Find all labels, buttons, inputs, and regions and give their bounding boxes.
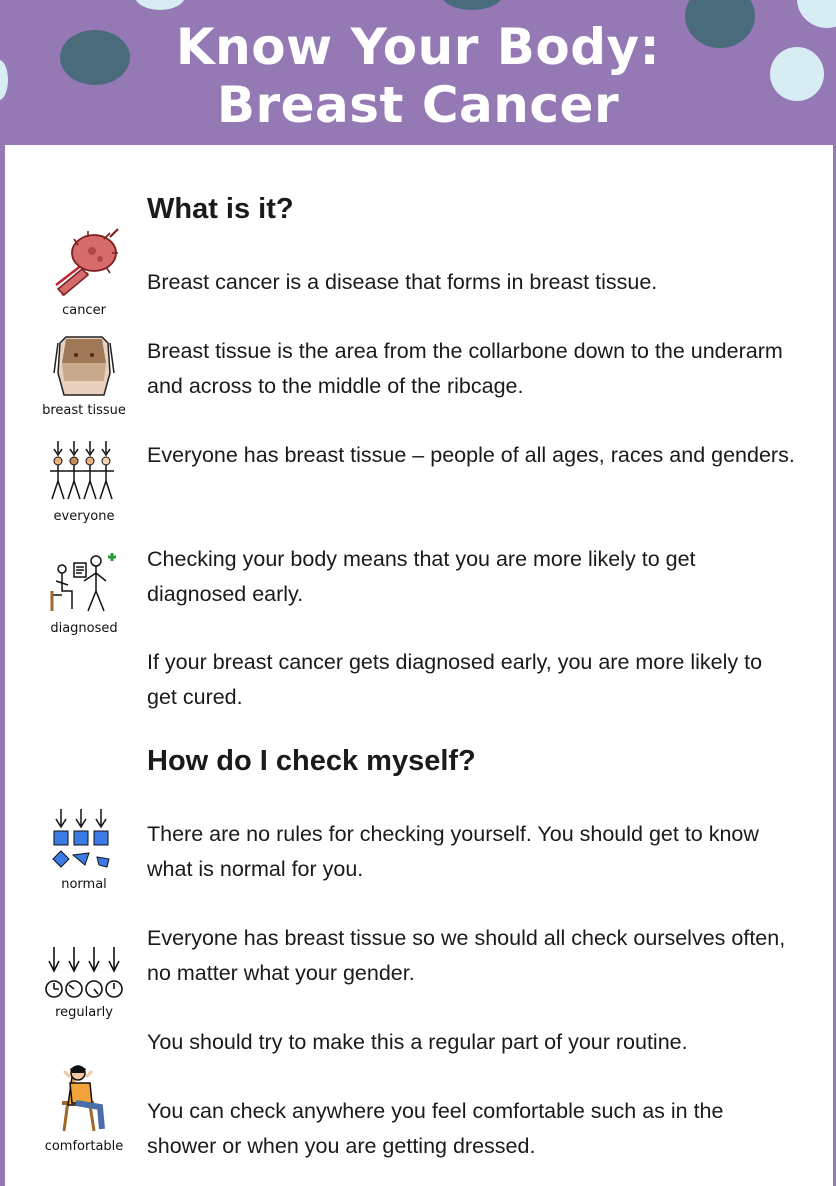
paragraph: You should try to make this a regular part of your routine. [147,1030,688,1054]
symbol-breast-tissue [25,333,143,418]
decorative-dot [441,0,503,10]
paragraph: Breast cancer is a disease that forms in breast tissue. [147,270,658,294]
comfortable-icon [54,1065,114,1135]
symbol-regularly [25,945,143,1020]
content-panel [5,145,833,1186]
symbol-label: diagnosed [50,621,118,636]
paragraph: There are no rules for checking yourself. You should get to know what is normal for you. [147,822,759,881]
paragraph: Breast tissue is the area from the collarbone down to the underarm and across to the middle of the ribcage. [147,339,783,398]
symbol-normal [25,807,143,892]
normal-icon [51,807,117,873]
cancer-icon [48,225,120,299]
paragraph: Checking your body means that you are more likely to get diagnosed early. [147,547,696,606]
symbol-label: comfortable [44,1139,124,1154]
section-heading-how-do-i-check: How do I check myself? [147,745,476,777]
breast-tissue-icon [52,333,116,399]
section-heading-what-is-it: What is it? [147,193,294,225]
symbol-diagnosed [25,551,143,636]
symbol-label: breast tissue [42,403,126,418]
decorative-dot [135,0,185,10]
diagnosed-icon [48,551,120,617]
paragraph: Everyone has breast tissue – people of all ages, races and genders. [147,443,795,467]
symbol-label: cancer [62,303,106,318]
everyone-icon [48,439,120,505]
page-title: Know Your Body: Breast Cancer [175,18,661,134]
symbol-label: normal [61,877,107,892]
page-header [0,0,836,145]
paragraph: If your breast cancer gets diagnosed early, you are more likely to get cured. [147,650,763,709]
symbol-comfortable [25,1065,143,1154]
symbol-cancer [25,225,143,318]
symbol-label: everyone [53,509,115,524]
symbol-everyone [25,439,143,524]
symbol-label: regularly [55,1005,113,1020]
regularly-icon [44,945,124,1001]
paragraph: You can check anywhere you feel comfortable such as in the shower or when you are getting dressed. [147,1099,724,1158]
paragraph: Everyone has breast tissue so we should all check ourselves often, no matter what your gender. [147,926,786,985]
